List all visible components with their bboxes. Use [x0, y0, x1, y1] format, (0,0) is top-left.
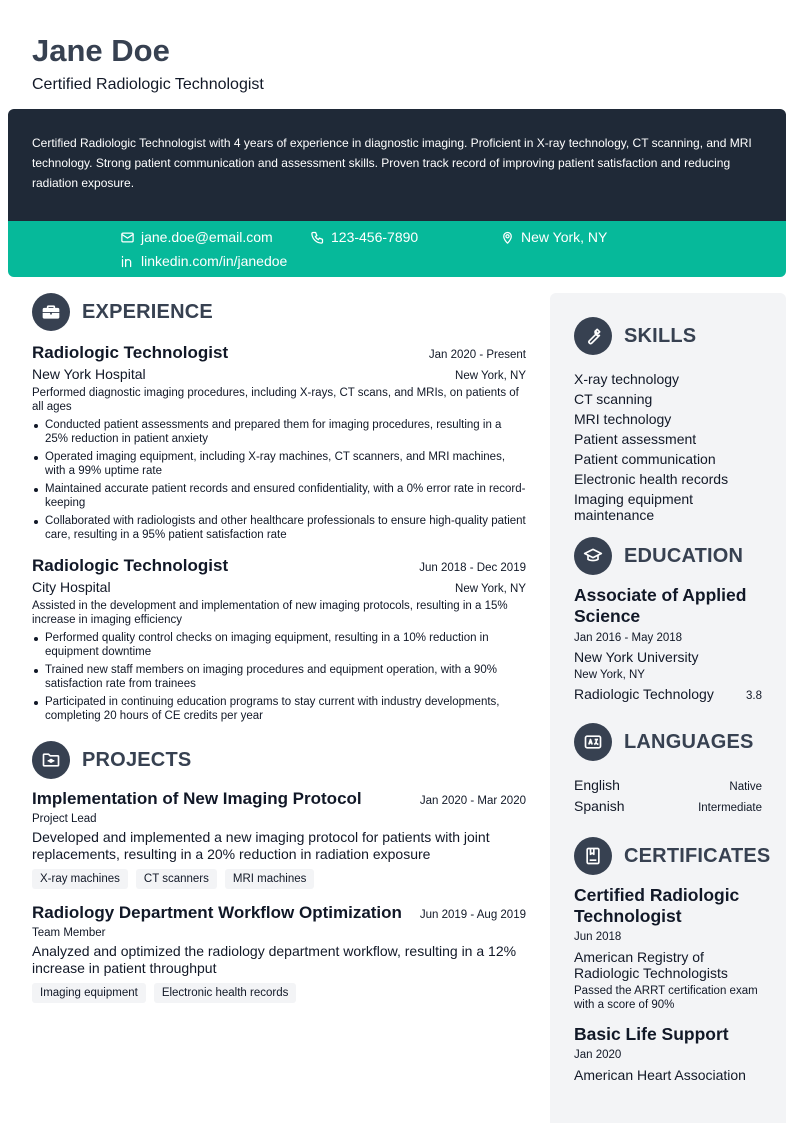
- language-name: English: [574, 777, 620, 793]
- education-school: New York University: [574, 649, 699, 665]
- certificate-date: Jun 2018: [574, 931, 622, 943]
- job-bullet: Participated in continuing education programs to stay current with industry developments, completing 20 hours of CE credits per year: [32, 695, 526, 723]
- folder-icon: [32, 741, 70, 779]
- contact-linkedin[interactable]: [120, 253, 287, 269]
- languages-heading: [574, 723, 762, 761]
- project-tag: X-ray machines: [32, 869, 128, 889]
- skill-item: X-ray technology: [574, 371, 680, 387]
- contact-location: [500, 229, 607, 245]
- map-pin-icon: [500, 230, 515, 245]
- job-description: Performed diagnostic imaging procedures, including X-rays, CT scans, and MRIs, on patients of all ages: [32, 387, 519, 413]
- project-tags: [32, 869, 526, 889]
- job-bullet: Collaborated with radiologists and other healthcare professionals to ensure high-quality patient care, resulting in a 95% patient satisfaction rate: [32, 514, 526, 542]
- project-tag: CT scanners: [136, 869, 217, 889]
- contact-phone[interactable]: [310, 229, 418, 245]
- location-text: New York, NY: [521, 229, 608, 245]
- project-item: [32, 903, 526, 1003]
- education-gpa: 3.8: [746, 690, 762, 702]
- experience-title: EXPERIENCE: [82, 300, 213, 323]
- language-level: Intermediate: [698, 802, 762, 814]
- job-bullet: Conducted patient assessments and prepared them for imaging procedures, resulting in a 25% reduction in patient anxiety: [32, 418, 526, 446]
- job-bullets: [32, 418, 526, 542]
- project-role: Project Lead: [32, 813, 97, 825]
- certificates-title: CERTIFICATES: [624, 844, 771, 867]
- certificate-date: Jan 2020: [574, 1049, 622, 1061]
- project-description: Analyzed and optimized the radiology department workflow, resulting in a 12% increase in patient throughput: [32, 943, 517, 976]
- wrench-icon: [574, 317, 612, 355]
- job-location: New York, NY: [455, 370, 526, 382]
- languages-list: [574, 777, 762, 815]
- contact-bar: [8, 221, 786, 277]
- skill-item: Patient assessment: [574, 431, 697, 447]
- project-tags: [32, 983, 526, 1003]
- candidate-name: Jane Doe: [32, 33, 170, 68]
- summary-text: Certified Radiologic Technologist with 4 years of experience in diagnostic imaging. Proficient in X-ray technology, CT scanning, and MRI technology. Strong patient communication and assessment skills. Proven track record of improving patient satisfaction and reducing radiation exposure.: [32, 136, 752, 190]
- languages-title: LANGUAGES: [624, 730, 754, 753]
- job-bullet: Trained new staff members on imaging procedures and equipment operation, with a 90% satisfaction rate from trainees: [32, 663, 526, 691]
- job-title: Radiologic Technologist: [32, 343, 229, 362]
- language-name: Spanish: [574, 798, 625, 814]
- certificate-note: Passed the ARRT certification exam with a score of 90%: [574, 985, 758, 1011]
- education-date: Jan 2016 - May 2018: [574, 632, 683, 644]
- job-date: Jan 2020 - Present: [428, 349, 526, 361]
- skill-item: Patient communication: [574, 451, 716, 467]
- certificates-heading: [574, 837, 771, 875]
- linkedin-text: linkedin.com/in/janedoe: [141, 253, 288, 269]
- skills-heading: [574, 317, 762, 355]
- project-description: Developed and implemented a new imaging protocol for patients with joint replacements, resulting in a 20% reduction in radiation exposure: [32, 829, 490, 862]
- job-bullet: Operated imaging equipment, including X-ray machines, CT scanners, and MRI machines, with a 99% uptime rate: [32, 450, 526, 478]
- education-title: EDUCATION: [624, 544, 744, 567]
- job-description: Assisted in the development and implementation of new imaging protocols, resulting in a 15% increase in imaging efficiency: [32, 600, 508, 626]
- project-item: [32, 789, 526, 889]
- project-tag: Electronic health records: [154, 983, 297, 1003]
- candidate-title: Certified Radiologic Technologist: [32, 76, 264, 93]
- contact-email[interactable]: [120, 229, 273, 245]
- experience-item: [32, 556, 526, 723]
- main-column: [32, 293, 526, 1003]
- projects-heading: [32, 741, 526, 779]
- project-tag: Imaging equipment: [32, 983, 146, 1003]
- mail-icon: [120, 230, 135, 245]
- education-field: Radiologic Technology: [574, 686, 714, 702]
- education-degree: Associate of Applied Science: [574, 585, 747, 626]
- job-bullet: Maintained accurate patient records and ensured confidentiality, with a 0% error rate in record-keeping: [32, 482, 526, 510]
- certificate-name: Basic Life Support: [574, 1024, 729, 1044]
- email-text: jane.doe@email.com: [141, 229, 273, 245]
- experience-item: [32, 343, 526, 542]
- experience-heading: [32, 293, 526, 331]
- skills-title: SKILLS: [624, 324, 697, 347]
- education-item: [574, 585, 762, 703]
- job-date: Jun 2018 - Dec 2019: [419, 562, 526, 574]
- phone-icon: [310, 230, 325, 245]
- project-date: Jun 2019 - Aug 2019: [419, 909, 526, 921]
- skill-item: Electronic health records: [574, 471, 729, 487]
- job-bullets: [32, 631, 526, 723]
- skills-list: [574, 371, 762, 523]
- certificate-issuer: American Heart Association: [574, 1067, 746, 1083]
- phone-text: 123-456-7890: [331, 229, 419, 245]
- job-bullet: Performed quality control checks on imaging equipment, resulting in a 10% reduction in equipment downtime: [32, 631, 526, 659]
- language-item: [574, 777, 762, 794]
- skill-item: CT scanning: [574, 391, 653, 407]
- project-tag: MRI machines: [225, 869, 315, 889]
- project-title: Implementation of New Imaging Protocol: [32, 789, 362, 808]
- sidebar-column: [550, 293, 786, 1123]
- education-location: New York, NY: [574, 669, 645, 681]
- certificate-issuer: American Registry of Radiologic Technologists: [574, 949, 728, 981]
- briefcase-icon: [32, 293, 70, 331]
- language-level: Native: [729, 781, 762, 793]
- projects-title: PROJECTS: [82, 748, 192, 771]
- book-icon: [574, 837, 612, 875]
- summary-panel: [8, 109, 786, 221]
- education-heading: [574, 537, 762, 575]
- language-item: [574, 798, 762, 815]
- translate-icon: [574, 723, 612, 761]
- certificate-name: Certified Radiologic Technologist: [574, 885, 740, 926]
- project-title: Radiology Department Workflow Optimization: [32, 903, 402, 922]
- job-title: Radiologic Technologist: [32, 556, 229, 575]
- linkedin-icon: [120, 254, 135, 269]
- certificate-item: [574, 885, 762, 1012]
- certificate-item: [574, 1024, 762, 1083]
- job-company: New York Hospital: [32, 366, 146, 382]
- job-company: City Hospital: [32, 579, 111, 595]
- project-role: Team Member: [32, 927, 106, 939]
- graduation-cap-icon: [574, 537, 612, 575]
- job-location: New York, NY: [455, 583, 526, 595]
- project-date: Jan 2020 - Mar 2020: [419, 795, 526, 807]
- resume-header: [32, 32, 264, 94]
- skill-item: MRI technology: [574, 411, 672, 427]
- skill-item: Imaging equipment maintenance: [574, 491, 694, 523]
